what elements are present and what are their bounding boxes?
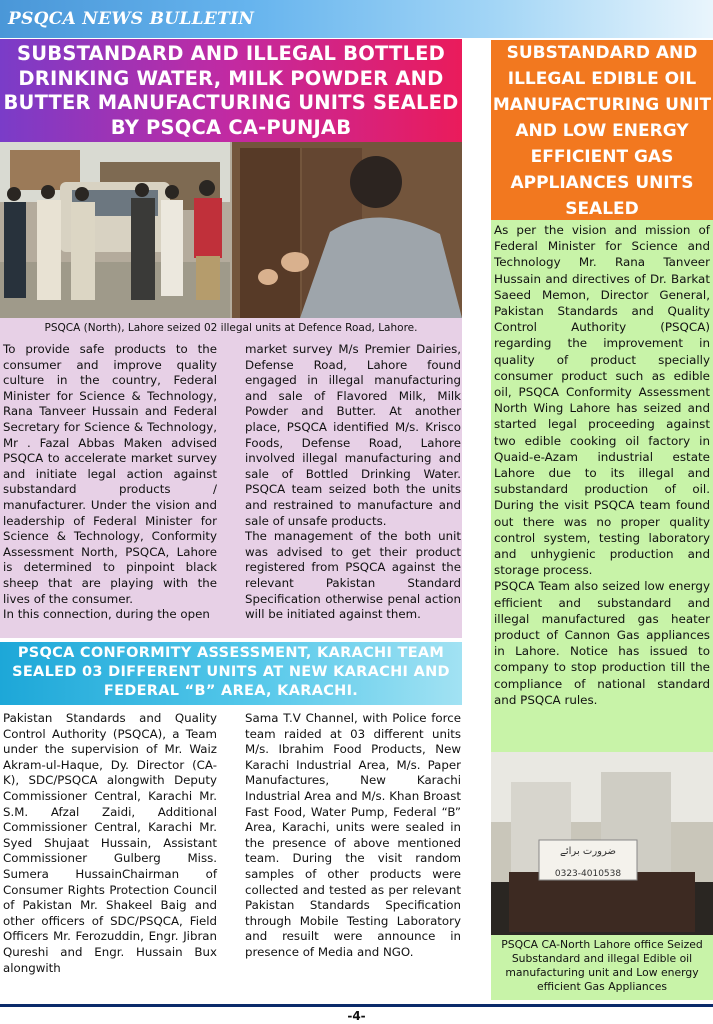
footer-rule [0,1004,713,1007]
story2-headline: PSQCA CONFORMITY ASSESSMENT, KARACHI TEAM SEALED 03 DIFFERENT UNITS AT NEW KARACHI AND FEDERAL “B” AREA, KARACHI. [0,642,462,705]
sign-urdu-text: ضرورت برائے [560,846,616,857]
story3-body [494,222,710,708]
story3-photo [491,752,713,935]
sign-phone-number: 0323-4010538 [554,869,622,879]
story1-paragraph: In this connection, during the open [3,607,210,622]
story2-column-1: Pakistan Standards and Quality Control Authority (PSQCA), a Team under the supervision of Mr. Waiz Akram-ul-Haque, Dy. Director (CA-K), SDC/PSQCA alongwith Deputy Commissioner Central, Karachi Mr. S.M. Afzal Zaidi, Additional Commissioner Central, Karachi Mr. Syed Shujaat Hussain, Assistant Commissioner Gulberg Miss. Sumera HussainChairman of Consumer Rights Protection Council of Pakistan Mr. Shakeel Baig and other officers of SDC/PSQCA, Field Officers Mr. Ferozuddin, Engr. Jibran Qureshi and Engr. Hussain Bux alongwith [3,711,217,975]
story1-paragraph: To provide safe products to the consumer and improve quality culture in the country, Federal Minister for Science & Technology, Rana Tanveer Hussain and Federal Secretary for Science & Technology, Mr . Fazal Abbas Maken advised PSQCA to accelerate market survey and initiate legal action against substandard products / manufacturer. Under the vision and leadership of Federal Minister for Science & Technology, Conformity Assessment North, PSQCA, Lahore is determined to pinpoint black sheep that are playing with the lives of the consumer. [3,342,217,606]
story1-paragraph: The management of the both unit was advised to get their product registered from PSQCA against the relevant Pakistan Standard Specification otherwise penal action will be initiated against them. [245,529,461,622]
story1-paragraph: market survey M/s Premier Dairies, Defense Road, Lahore found engaged in illegal manufacturing and sale of Flavored Milk, Milk Powder and Butter. At another place, PSQCA identified M/s. Krisco Foods, Defense Road, Lahore involved illegal manufacturing and sale of Bottled Drinking Water. PSQCA team seized both the units and restrained to manufacture and sale of unsafe products. [245,342,461,528]
story1-photo [0,142,462,318]
story3-headline: SUBSTANDARD AND ILLEGAL EDIBLE OIL MANUFACTURING UNIT AND LOW ENERGY EFFICIENT GAS APPLIANCES UNITS SEALED [491,40,713,220]
story3-paragraph: PSQCA Team also seized low energy efficient and substandard and illegal manufactured gas heater product of Cannon Gas appliances in Lahore. Notice has issued to company to stop production till the compliance of national standard and PSQCA rules. [494,579,710,707]
story1-caption: PSQCA (North), Lahore seized 02 illegal units at Defence Road, Lahore. [0,318,462,338]
story2-column-2: Sama T.V Channel, with Police force team raided at 03 different units M/s. Ibrahim Food Products, New Karachi Industrial Area, M/s. Paper Manufactures, New Karachi Industrial Area and M/s. Khan Broast Fast Food, Water Pump, Federal “B” Area, Karachi, units were sealed in the presence of above mentioned team. During the visit random samples of other products were collected and tested as per relevant Pakistan Standards Specification through Mobile Testing Laboratory and resuilt were announce in presence of Media and NGO. [245,711,461,959]
page-number: -4- [347,1009,366,1023]
story3-caption: PSQCA CA-North Lahore office Seized Substandard and illegal Edible oil manufacturing unit and Low energy efficient Gas Appliances [501,938,703,993]
story3-paragraph: As per the vision and mission of Federal Minister for Science and Technology Mr. Rana Tanveer Hussain and directives of Dr. Barkat Saeed Memon, Director General, Pakistan Standards and Quality Control Authority (PSQCA) regarding the improvement in quality of product specially consumer product such as edible oil, PSQCA Conformity Assessment North Wing Lahore has seized and started legal proceeding against two edible cooking oil factory in Quaid-e-Azam industrial estate Lahore due to its illegal and substandard production of oil. During the visit PSQCA team found out there was no proper quality control system, testing laboratory and unhygienic production and storage process. [494,223,710,578]
bulletin-title: PSQCA NEWS BULLETIN [8,9,255,29]
story1-column-2 [245,342,461,623]
story1-headline: SUBSTANDARD AND ILLEGAL BOTTLED DRINKING WATER, MILK POWDER AND BUTTER MANUFACTURING UNITS SEALED BY PSQCA CA-PUNJAB [0,39,462,142]
bulletin-banner [0,0,713,38]
story1-column-1 [3,342,217,623]
